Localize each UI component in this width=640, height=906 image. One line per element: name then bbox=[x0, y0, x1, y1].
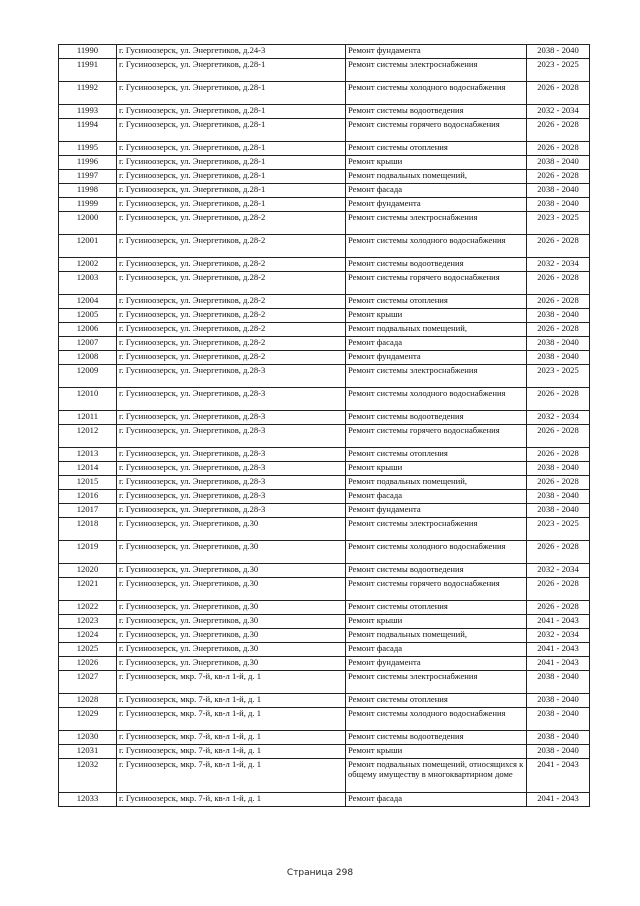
table-row bbox=[59, 365, 590, 388]
row-number-cell: 12023 bbox=[59, 615, 117, 629]
period-cell: 2038 - 2040 bbox=[527, 731, 590, 745]
address-cell: г. Гусиноозерск, мкр. 7-й, кв-л 1-й, д. 1 bbox=[117, 745, 346, 759]
table-row bbox=[59, 337, 590, 351]
row-number-cell: 12009 bbox=[59, 365, 117, 388]
row-number-cell: 12004 bbox=[59, 295, 117, 309]
work-type-cell: Ремонт системы электроснабжения bbox=[346, 671, 527, 694]
period-cell: 2041 - 2043 bbox=[527, 793, 590, 807]
page-number: Страница 298 bbox=[286, 868, 354, 878]
work-type-cell: Ремонт системы холодного водоснабжения bbox=[346, 708, 527, 731]
table-row bbox=[59, 82, 590, 105]
address-cell: г. Гусиноозерск, ул. Энергетиков, д.28-2 bbox=[117, 309, 346, 323]
period-cell: 2026 - 2028 bbox=[527, 82, 590, 105]
table-row bbox=[59, 105, 590, 119]
row-number-cell: 12001 bbox=[59, 235, 117, 258]
table-row bbox=[59, 119, 590, 142]
work-type-cell: Ремонт подвальных помещений, относящихся к общему имуществу в многоквартирном доме bbox=[346, 759, 527, 793]
row-number-cell: 12022 bbox=[59, 601, 117, 615]
work-type-cell: Ремонт системы электроснабжения bbox=[346, 518, 527, 541]
address-cell: г. Гусиноозерск, мкр. 7-й, кв-л 1-й, д. 1 bbox=[117, 671, 346, 694]
address-cell: г. Гусиноозерск, ул. Энергетиков, д.30 bbox=[117, 643, 346, 657]
work-type-cell: Ремонт фасада bbox=[346, 490, 527, 504]
work-type-cell: Ремонт фундамента bbox=[346, 351, 527, 365]
address-cell: г. Гусиноозерск, ул. Энергетиков, д.28-2 bbox=[117, 212, 346, 235]
table-row bbox=[59, 615, 590, 629]
table-row bbox=[59, 198, 590, 212]
row-number-cell: 12031 bbox=[59, 745, 117, 759]
address-cell: г. Гусиноозерск, ул. Энергетиков, д.24-3 bbox=[117, 45, 346, 59]
period-cell: 2038 - 2040 bbox=[527, 198, 590, 212]
address-cell: г. Гусиноозерск, ул. Энергетиков, д.28-3 bbox=[117, 411, 346, 425]
row-number-cell: 11990 bbox=[59, 45, 117, 59]
address-cell: г. Гусиноозерск, ул. Энергетиков, д.28-2 bbox=[117, 351, 346, 365]
period-cell: 2026 - 2028 bbox=[527, 235, 590, 258]
table-row bbox=[59, 643, 590, 657]
work-type-cell: Ремонт системы водоотведения bbox=[346, 105, 527, 119]
address-cell: г. Гусиноозерск, ул. Энергетиков, д.28-1 bbox=[117, 119, 346, 142]
period-cell: 2032 - 2034 bbox=[527, 564, 590, 578]
period-cell: 2041 - 2043 bbox=[527, 643, 590, 657]
table-row bbox=[59, 142, 590, 156]
row-number-cell: 12006 bbox=[59, 323, 117, 337]
period-cell: 2026 - 2028 bbox=[527, 578, 590, 601]
address-cell: г. Гусиноозерск, ул. Энергетиков, д.28-3 bbox=[117, 425, 346, 448]
period-cell: 2026 - 2028 bbox=[527, 142, 590, 156]
address-cell: г. Гусиноозерск, ул. Энергетиков, д.28-1 bbox=[117, 105, 346, 119]
table-row bbox=[59, 476, 590, 490]
work-type-cell: Ремонт системы электроснабжения bbox=[346, 212, 527, 235]
table-row bbox=[59, 272, 590, 295]
row-number-cell: 12003 bbox=[59, 272, 117, 295]
period-cell: 2038 - 2040 bbox=[527, 745, 590, 759]
row-number-cell: 12016 bbox=[59, 490, 117, 504]
row-number-cell: 12000 bbox=[59, 212, 117, 235]
address-cell: г. Гусиноозерск, ул. Энергетиков, д.30 bbox=[117, 629, 346, 643]
row-number-cell: 12026 bbox=[59, 657, 117, 671]
row-number-cell: 12011 bbox=[59, 411, 117, 425]
address-cell: г. Гусиноозерск, мкр. 7-й, кв-л 1-й, д. 1 bbox=[117, 694, 346, 708]
work-type-cell: Ремонт системы холодного водоснабжения bbox=[346, 541, 527, 564]
row-number-cell: 12019 bbox=[59, 541, 117, 564]
work-type-cell: Ремонт системы отопления bbox=[346, 694, 527, 708]
period-cell: 2023 - 2025 bbox=[527, 518, 590, 541]
row-number-cell: 12010 bbox=[59, 388, 117, 411]
table-row bbox=[59, 184, 590, 198]
work-type-cell: Ремонт крыши bbox=[346, 745, 527, 759]
address-cell: г. Гусиноозерск, ул. Энергетиков, д.28-1 bbox=[117, 170, 346, 184]
table-row bbox=[59, 490, 590, 504]
period-cell: 2026 - 2028 bbox=[527, 272, 590, 295]
table-row bbox=[59, 601, 590, 615]
work-type-cell: Ремонт системы электроснабжения bbox=[346, 365, 527, 388]
row-number-cell: 12005 bbox=[59, 309, 117, 323]
table-row bbox=[59, 388, 590, 411]
period-cell: 2026 - 2028 bbox=[527, 476, 590, 490]
row-number-cell: 12008 bbox=[59, 351, 117, 365]
address-cell: г. Гусиноозерск, ул. Энергетиков, д.28-3 bbox=[117, 490, 346, 504]
address-cell: г. Гусиноозерск, ул. Энергетиков, д.28-2 bbox=[117, 235, 346, 258]
table-row bbox=[59, 425, 590, 448]
work-type-cell: Ремонт системы горячего водоснабжения bbox=[346, 425, 527, 448]
table-row bbox=[59, 578, 590, 601]
row-number-cell: 12020 bbox=[59, 564, 117, 578]
table-row bbox=[59, 518, 590, 541]
work-type-cell: Ремонт фундамента bbox=[346, 45, 527, 59]
period-cell: 2032 - 2034 bbox=[527, 105, 590, 119]
row-number-cell: 12032 bbox=[59, 759, 117, 793]
work-type-cell: Ремонт фасада bbox=[346, 184, 527, 198]
period-cell: 2026 - 2028 bbox=[527, 388, 590, 411]
address-cell: г. Гусиноозерск, ул. Энергетиков, д.30 bbox=[117, 657, 346, 671]
work-type-cell: Ремонт системы водоотведения bbox=[346, 258, 527, 272]
work-type-cell: Ремонт подвальных помещений, bbox=[346, 170, 527, 184]
row-number-cell: 12033 bbox=[59, 793, 117, 807]
work-type-cell: Ремонт системы электроснабжения bbox=[346, 59, 527, 82]
period-cell: 2038 - 2040 bbox=[527, 504, 590, 518]
period-cell: 2032 - 2034 bbox=[527, 629, 590, 643]
row-number-cell: 12017 bbox=[59, 504, 117, 518]
address-cell: г. Гусиноозерск, ул. Энергетиков, д.30 bbox=[117, 541, 346, 564]
period-cell: 2038 - 2040 bbox=[527, 708, 590, 731]
period-cell: 2038 - 2040 bbox=[527, 45, 590, 59]
table-row bbox=[59, 212, 590, 235]
period-cell: 2041 - 2043 bbox=[527, 657, 590, 671]
period-cell: 2026 - 2028 bbox=[527, 119, 590, 142]
address-cell: г. Гусиноозерск, ул. Энергетиков, д.28-1 bbox=[117, 59, 346, 82]
work-type-cell: Ремонт подвальных помещений, bbox=[346, 629, 527, 643]
work-type-cell: Ремонт крыши bbox=[346, 615, 527, 629]
table-row bbox=[59, 708, 590, 731]
work-type-cell: Ремонт фасада bbox=[346, 337, 527, 351]
period-cell: 2023 - 2025 bbox=[527, 212, 590, 235]
address-cell: г. Гусиноозерск, ул. Энергетиков, д.28-1 bbox=[117, 198, 346, 212]
period-cell: 2038 - 2040 bbox=[527, 462, 590, 476]
table-row bbox=[59, 745, 590, 759]
period-cell: 2038 - 2040 bbox=[527, 309, 590, 323]
address-cell: г. Гусиноозерск, ул. Энергетиков, д.30 bbox=[117, 578, 346, 601]
period-cell: 2032 - 2034 bbox=[527, 411, 590, 425]
row-number-cell: 11993 bbox=[59, 105, 117, 119]
work-type-cell: Ремонт крыши bbox=[346, 462, 527, 476]
work-type-cell: Ремонт системы отопления bbox=[346, 448, 527, 462]
row-number-cell: 12015 bbox=[59, 476, 117, 490]
period-cell: 2038 - 2040 bbox=[527, 490, 590, 504]
address-cell: г. Гусиноозерск, ул. Энергетиков, д.30 bbox=[117, 601, 346, 615]
row-number-cell: 12029 bbox=[59, 708, 117, 731]
work-type-cell: Ремонт системы водоотведения bbox=[346, 564, 527, 578]
address-cell: г. Гусиноозерск, ул. Энергетиков, д.28-1 bbox=[117, 82, 346, 105]
period-cell: 2026 - 2028 bbox=[527, 425, 590, 448]
period-cell: 2038 - 2040 bbox=[527, 337, 590, 351]
address-cell: г. Гусиноозерск, ул. Энергетиков, д.30 bbox=[117, 615, 346, 629]
work-type-cell: Ремонт системы холодного водоснабжения bbox=[346, 235, 527, 258]
table-row bbox=[59, 541, 590, 564]
table-row bbox=[59, 694, 590, 708]
row-number-cell: 12007 bbox=[59, 337, 117, 351]
row-number-cell: 12025 bbox=[59, 643, 117, 657]
period-cell: 2026 - 2028 bbox=[527, 601, 590, 615]
period-cell: 2038 - 2040 bbox=[527, 184, 590, 198]
work-type-cell: Ремонт крыши bbox=[346, 309, 527, 323]
table-row bbox=[59, 411, 590, 425]
address-cell: г. Гусиноозерск, ул. Энергетиков, д.28-1 bbox=[117, 184, 346, 198]
address-cell: г. Гусиноозерск, ул. Энергетиков, д.28-3 bbox=[117, 365, 346, 388]
row-number-cell: 12021 bbox=[59, 578, 117, 601]
period-cell: 2026 - 2028 bbox=[527, 448, 590, 462]
row-number-cell: 12012 bbox=[59, 425, 117, 448]
work-type-cell: Ремонт фундамента bbox=[346, 198, 527, 212]
table-row bbox=[59, 504, 590, 518]
row-number-cell: 11996 bbox=[59, 156, 117, 170]
row-number-cell: 11999 bbox=[59, 198, 117, 212]
row-number-cell: 11991 bbox=[59, 59, 117, 82]
row-number-cell: 12027 bbox=[59, 671, 117, 694]
table-row bbox=[59, 629, 590, 643]
period-cell: 2026 - 2028 bbox=[527, 295, 590, 309]
address-cell: г. Гусиноозерск, ул. Энергетиков, д.28-3 bbox=[117, 476, 346, 490]
table-row bbox=[59, 258, 590, 272]
period-cell: 2041 - 2043 bbox=[527, 759, 590, 793]
work-type-cell: Ремонт системы холодного водоснабжения bbox=[346, 82, 527, 105]
work-type-cell: Ремонт крыши bbox=[346, 156, 527, 170]
address-cell: г. Гусиноозерск, ул. Энергетиков, д.28-3 bbox=[117, 462, 346, 476]
table-row bbox=[59, 759, 590, 793]
work-type-cell: Ремонт подвальных помещений, bbox=[346, 476, 527, 490]
table-body bbox=[59, 45, 590, 807]
row-number-cell: 11998 bbox=[59, 184, 117, 198]
period-cell: 2038 - 2040 bbox=[527, 694, 590, 708]
table-row bbox=[59, 671, 590, 694]
address-cell: г. Гусиноозерск, ул. Энергетиков, д.28-3 bbox=[117, 504, 346, 518]
work-type-cell: Ремонт системы холодного водоснабжения bbox=[346, 388, 527, 411]
work-type-cell: Ремонт системы отопления bbox=[346, 295, 527, 309]
period-cell: 2026 - 2028 bbox=[527, 541, 590, 564]
table-row bbox=[59, 564, 590, 578]
address-cell: г. Гусиноозерск, ул. Энергетиков, д.28-3 bbox=[117, 388, 346, 411]
row-number-cell: 11995 bbox=[59, 142, 117, 156]
address-cell: г. Гусиноозерск, ул. Энергетиков, д.28-1 bbox=[117, 156, 346, 170]
address-cell: г. Гусиноозерск, ул. Энергетиков, д.28-1 bbox=[117, 142, 346, 156]
row-number-cell: 12024 bbox=[59, 629, 117, 643]
work-type-cell: Ремонт системы водоотведения bbox=[346, 411, 527, 425]
address-cell: г. Гусиноозерск, ул. Энергетиков, д.28-3 bbox=[117, 448, 346, 462]
table-row bbox=[59, 657, 590, 671]
address-cell: г. Гусиноозерск, ул. Энергетиков, д.28-2 bbox=[117, 337, 346, 351]
row-number-cell: 11992 bbox=[59, 82, 117, 105]
period-cell: 2032 - 2034 bbox=[527, 258, 590, 272]
address-cell: г. Гусиноозерск, ул. Энергетиков, д.28-2 bbox=[117, 323, 346, 337]
period-cell: 2023 - 2025 bbox=[527, 365, 590, 388]
period-cell: 2026 - 2028 bbox=[527, 170, 590, 184]
table-row bbox=[59, 793, 590, 807]
work-type-cell: Ремонт подвальных помещений, bbox=[346, 323, 527, 337]
row-number-cell: 12018 bbox=[59, 518, 117, 541]
work-type-cell: Ремонт системы отопления bbox=[346, 142, 527, 156]
table-row bbox=[59, 156, 590, 170]
period-cell: 2038 - 2040 bbox=[527, 156, 590, 170]
address-cell: г. Гусиноозерск, ул. Энергетиков, д.30 bbox=[117, 518, 346, 541]
period-cell: 2038 - 2040 bbox=[527, 351, 590, 365]
table-row bbox=[59, 448, 590, 462]
table-row bbox=[59, 45, 590, 59]
period-cell: 2038 - 2040 bbox=[527, 671, 590, 694]
table-row bbox=[59, 59, 590, 82]
row-number-cell: 11997 bbox=[59, 170, 117, 184]
address-cell: г. Гусиноозерск, ул. Энергетиков, д.28-2 bbox=[117, 272, 346, 295]
work-type-cell: Ремонт фасада bbox=[346, 793, 527, 807]
work-type-cell: Ремонт системы горячего водоснабжения bbox=[346, 272, 527, 295]
address-cell: г. Гусиноозерск, ул. Энергетиков, д.28-2 bbox=[117, 258, 346, 272]
work-type-cell: Ремонт системы отопления bbox=[346, 601, 527, 615]
row-number-cell: 12013 bbox=[59, 448, 117, 462]
work-type-cell: Ремонт системы водоотведения bbox=[346, 731, 527, 745]
address-cell: г. Гусиноозерск, ул. Энергетиков, д.30 bbox=[117, 564, 346, 578]
work-type-cell: Ремонт фундамента bbox=[346, 504, 527, 518]
row-number-cell: 11994 bbox=[59, 119, 117, 142]
period-cell: 2026 - 2028 bbox=[527, 323, 590, 337]
address-cell: г. Гусиноозерск, мкр. 7-й, кв-л 1-й, д. 1 bbox=[117, 708, 346, 731]
work-type-cell: Ремонт фасада bbox=[346, 643, 527, 657]
period-cell: 2041 - 2043 bbox=[527, 615, 590, 629]
row-number-cell: 12028 bbox=[59, 694, 117, 708]
address-cell: г. Гусиноозерск, мкр. 7-й, кв-л 1-й, д. 1 bbox=[117, 731, 346, 745]
work-schedule-table bbox=[58, 44, 590, 807]
address-cell: г. Гусиноозерск, мкр. 7-й, кв-л 1-й, д. 1 bbox=[117, 793, 346, 807]
work-type-cell: Ремонт фундамента bbox=[346, 657, 527, 671]
period-cell: 2023 - 2025 bbox=[527, 59, 590, 82]
table-row bbox=[59, 351, 590, 365]
work-type-cell: Ремонт системы горячего водоснабжения bbox=[346, 119, 527, 142]
address-cell: г. Гусиноозерск, ул. Энергетиков, д.28-2 bbox=[117, 295, 346, 309]
row-number-cell: 12030 bbox=[59, 731, 117, 745]
work-type-cell: Ремонт системы горячего водоснабжения bbox=[346, 578, 527, 601]
row-number-cell: 12014 bbox=[59, 462, 117, 476]
table-row bbox=[59, 731, 590, 745]
table-row bbox=[59, 309, 590, 323]
address-cell: г. Гусиноозерск, мкр. 7-й, кв-л 1-й, д. 1 bbox=[117, 759, 346, 793]
table-row bbox=[59, 462, 590, 476]
table-row bbox=[59, 295, 590, 309]
table-row bbox=[59, 235, 590, 258]
row-number-cell: 12002 bbox=[59, 258, 117, 272]
table-row bbox=[59, 170, 590, 184]
table-row bbox=[59, 323, 590, 337]
